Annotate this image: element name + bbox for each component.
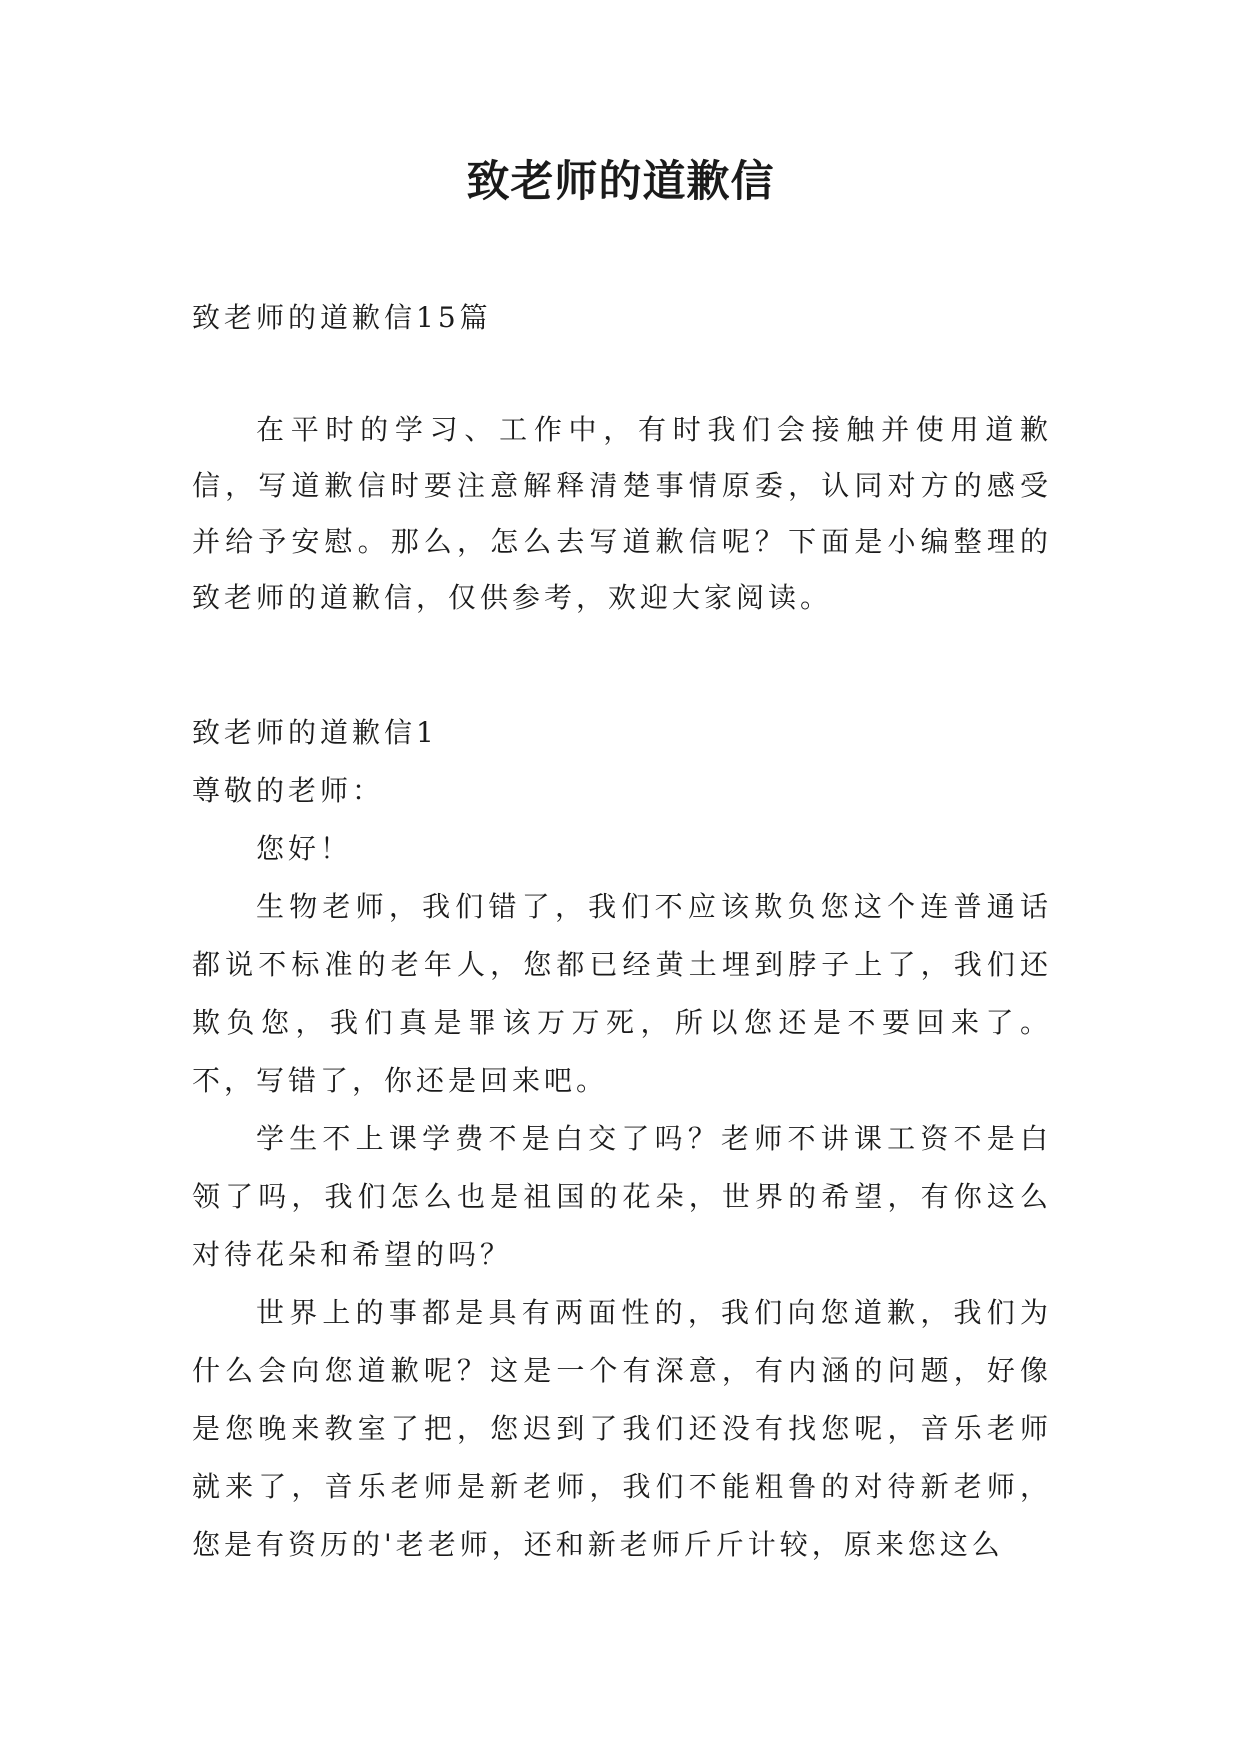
intro-paragraph: 在平时的学习、工作中，有时我们会接触并使用道歉信，写道歉信时要注意解释清楚事情原委，认同对方的感受并给予安慰。那么，怎么去写道歉信呢？下面是小编整理的致老师的道歉信，仅供参考，欢迎大家阅读。 [192,413,1052,614]
letter-1 [192,704,1052,1574]
document-title: 致老师的道歉信 [466,157,775,207]
letter-paragraph: 世界上的事都是具有两面性的，我们向您道歉，我们为什么会向您道歉呢？这是一个有深意，有内涵的问题，好像是您晚来教室了把，您迟到了我们还没有找您呢，音乐老师就来了，音乐老师是新老师，我们不能粗鲁的对待新老师，您是有资历的'老老师，还和新老师斤斤计较，原来您这么 [192,1296,1052,1561]
letter-paragraph: 生物老师，我们错了，我们不应该欺负您这个连普通话都说不标准的老年人，您都已经黄土埋到脖子上了，我们还欺负您，我们真是罪该万万死，所以您还是不要回来了。不，写错了，你还是回来吧。 [192,890,1052,1097]
letter-heading: 致老师的道歉信1 [192,716,438,749]
letter-salutation: 尊敬的老师： [192,774,385,807]
letter-paragraph: 学生不上课学费不是白交了吗？老师不讲课工资不是白领了吗，我们怎么也是祖国的花朵，世界的希望，有你这么对待花朵和希望的吗？ [192,1122,1052,1271]
document-subtitle: 致老师的道歉信15篇 [192,301,492,334]
letter-greeting: 您好！ [256,832,353,865]
